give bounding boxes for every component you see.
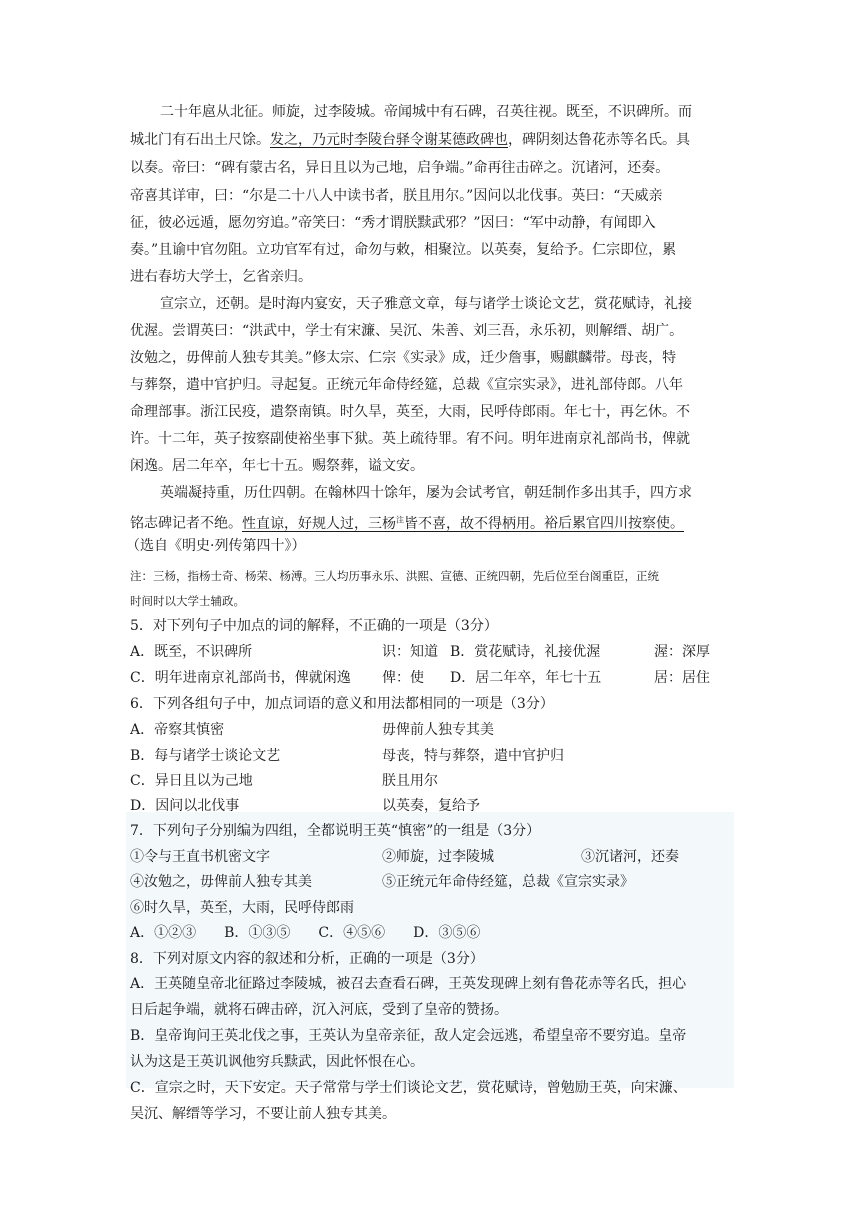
q5-option-b-expl: 渥：深厚	[654, 644, 710, 660]
q6-option-d-left: D．因问以北伐事	[130, 798, 240, 814]
p1-line-5: 征，彼必远遁，愿勿穷追。”帝笑曰：“秀才谓朕黩武邪？”因曰：“军中动静，有闻即入	[130, 215, 656, 231]
note-line-2: 时间时以大学士辅政。	[130, 594, 245, 608]
q6-option-b-right: 母丧，特与葬祭，遣中官护归	[382, 748, 564, 764]
q6-stem: 6．下列各组句子中，加点词语的意义和用法都相同的一项是（3分）	[130, 696, 554, 712]
p2-line-4: 与葬祭，遣中官护归。寻起复。正统元年命侍经筵，总裁《宣宗实录》，进礼部侍郎。八年	[130, 377, 683, 393]
q5-option-b: B．赏花赋诗，礼接优渥	[450, 644, 601, 660]
q7-item-3: ③沉诸河，还奏	[581, 849, 679, 865]
q5-option-c-expl: 俾：使	[382, 670, 424, 686]
q7-item-4: ④汝勉之，毋俾前人独专其美	[130, 874, 312, 890]
p1-line-4: 帝喜其详审，曰：“尔是二十八人中读书者，朕且用尔。”因问以北伐事。英曰：“天威亲	[130, 188, 663, 204]
q5-stem: 5．对下列句子中加点的词的解释，不正确的一项是（3分）	[130, 618, 498, 634]
q5-option-a-expl: 识：知道	[382, 644, 438, 660]
p3-underlined-sentence	[242, 516, 544, 532]
p1-line-2c: ，碑阴刻达鲁花赤等名氏。具	[508, 132, 690, 148]
p2-line-6: 许。十二年，英子按察副使裕坐事下狱。英上疏待罪。宥不问。明年进南京礼部尚书，俾就	[130, 431, 690, 447]
q5-option-d: D．居二年卒，年七十五	[450, 670, 602, 686]
p3-u2: 皆不喜，故不得柄用。	[404, 515, 544, 532]
q7-item-5: ⑤正统元年命侍经筵，总裁《宣宗实录》	[382, 874, 634, 890]
p3-underlined-sentence-2: 裕后累官四川按察使。	[544, 515, 684, 532]
p1-line-6: 奏。”且谕中官勿阻。立功官军有过，命勿与敕，相聚泣。以英奏，复给予。仁宗即位，累	[130, 242, 677, 258]
q6-option-d-right: 以英奏，复给予	[382, 798, 480, 814]
p2-line-1: 宣宗立，还朝。是时海内宴安，天子雅意文章，每与诸学士谈论文艺，赏花赋诗，礼接	[160, 296, 692, 312]
q5-option-a: A．既至，不识碑所	[130, 644, 253, 660]
q6-option-a-right: 毋俾前人独专其美	[382, 722, 494, 738]
q8-stem: 8．下列对原文内容的叙述和分析，正确的一项是（3分）	[130, 951, 484, 967]
q7-item-6: ⑥时久旱，英至，大雨，民呼侍郎雨	[130, 900, 354, 916]
q7-stem: 7．下列句子分别编为四组，全都说明王英“慎密”的一组是（3分）	[130, 823, 541, 839]
p1-line-3: 以奏。帝曰：“碑有蒙古名，异日且以为己地，启争端。”命再往击碎之。沉诸河，还奏。	[130, 160, 670, 176]
q8-c-line-1: C．宣宗之时，天下安定。天子常常与学士们谈论文艺，赏花赋诗，曾勉励王英，向宋濂、	[130, 1080, 687, 1096]
p2-line-5: 命理部事。浙江民疫，遣祭南镇。时久旱，英至，大雨，民呼侍郎雨。年七十，再乞休。不	[130, 404, 690, 420]
p3-line-2a: 铭志碑记者不绝。	[130, 515, 242, 532]
q6-option-b-left: B．每与诸学士谈论文艺	[130, 748, 281, 764]
p1-line-2	[130, 132, 690, 148]
p2-line-3: 汝勉之，毋俾前人独专其美。”修太宗、仁宗《实录》成，迁少詹事，赐麒麟带。母丧，特	[130, 350, 677, 366]
p2-line-2: 优渥。尝谓英曰：“洪武中，学士有宋濂、吴沉、朱善、刘三吾，永乐初，则解缙、胡广。	[130, 323, 684, 339]
q6-option-c-right: 朕且用尔	[382, 773, 438, 789]
q7-item-1: ①令与王直书机密文字	[130, 849, 270, 865]
q6-option-c-left: C．异日且以为己地	[130, 773, 253, 789]
p3-u1: 性直谅，好规人过，三杨	[242, 515, 396, 532]
p3-line-1: 英端凝持重，历仕四朝。在翰林四十馀年，屡为会试考官，朝廷制作多出其手，四方求	[160, 485, 692, 501]
q6-option-a-left: A．帝察其慎密	[130, 722, 225, 738]
q8-b-line-2: 认为这是王英讥讽他穷兵黩武，因此怀恨在心。	[130, 1054, 424, 1070]
q8-c-line-2: 吴沉、解缙等学习，不要让前人独专其美。	[130, 1106, 396, 1122]
p1-underlined-sentence: 发之，乃元时李陵台驿令谢某德政碑也	[270, 132, 508, 148]
note-marker: 注	[396, 515, 404, 524]
q8-b-line-1: B．皇帝询问王英北伐之事，王英认为皇帝亲征，敌人定会远逃，希望皇帝不要穷追。皇帝	[130, 1028, 687, 1044]
p3-line-2	[130, 512, 684, 532]
p1-line-1: 二十年扈从北征。师旋，过李陵城。帝闻城中有石碑，召英往视。既至，不识碑所。而	[160, 104, 692, 120]
q8-a-line-2: 日后起争端，就将石碑击碎，沉入河底，受到了皇帝的赞扬。	[130, 1002, 508, 1018]
p1-line-2a: 城北门有石出土尺馀。	[130, 132, 270, 148]
q5-option-c: C．明年进南京礼部尚书，俾就闲逸	[130, 670, 351, 686]
source-citation: （选自《明史·列传第四十》）	[126, 538, 306, 554]
p1-line-7: 进右春坊大学士，乞省亲归。	[130, 269, 312, 285]
q7-item-2: ②师旋，过李陵城	[382, 849, 494, 865]
note-line-1: 注：三杨，指杨士奇、杨荣、杨溥。三人均历事永乐、洪熙、宣德、正统四朝，先后位至台阁重臣，正统	[130, 569, 659, 583]
q8-a-line-1: A．王英随皇帝北征路过李陵城，被召去查看石碑，王英发现碑上刻有鲁花赤等名氏，担心	[130, 976, 687, 992]
q7-options: A．①②③ B．①③⑤ C．④⑤⑥ D．③⑤⑥	[130, 925, 481, 941]
p2-line-7: 闲逸。居二年卒，年七十五。赐祭葬，谥文安。	[130, 458, 424, 474]
q5-option-d-expl: 居：居住	[654, 670, 710, 686]
